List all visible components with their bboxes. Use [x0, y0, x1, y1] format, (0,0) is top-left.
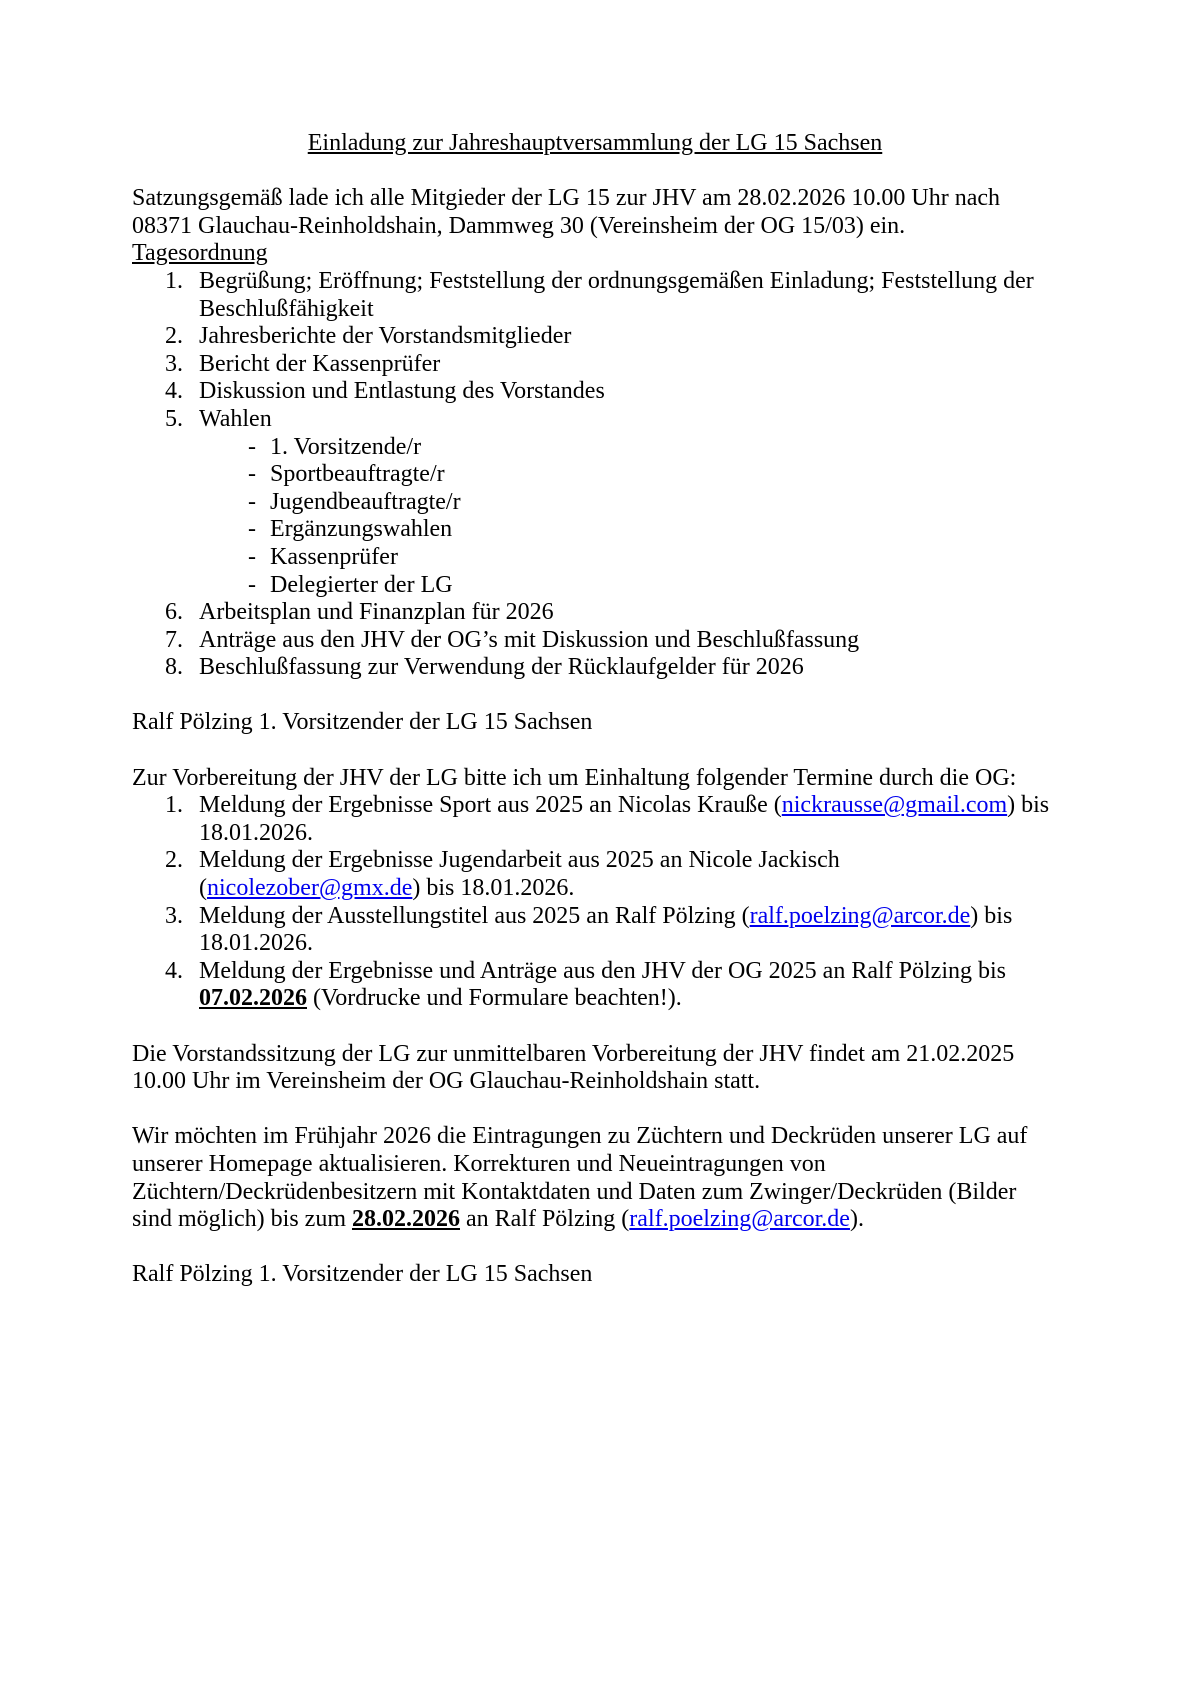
agenda-item-text: Bericht der Kassenprüfer	[199, 350, 441, 377]
spacer	[132, 1096, 1058, 1124]
email-link[interactable]: nickrausse@gmail.com	[781, 792, 1008, 819]
agenda-sublist	[199, 434, 1058, 600]
email-link[interactable]: ralf.poelzing@arcor.de	[749, 902, 971, 929]
deadline-date: 07.02.2026	[199, 985, 307, 1012]
agenda-subitem	[199, 544, 1058, 572]
deadlines-intro: Zur Vorbereitung der JHV der LG bitte ich um Einhaltung folgender Termine durch die OG:	[132, 764, 1017, 791]
agenda-item-text: Jahresberichte der Vorstandsmitglieder	[199, 323, 572, 350]
document-title: Einladung zur Jahreshauptversammlung der LG 15 Sachsen	[307, 130, 883, 156]
signature-line-2: Ralf Pölzing 1. Vorsitzender der LG 15 Sachsen	[132, 1261, 593, 1288]
agenda-item	[132, 599, 1058, 627]
agenda-subitem	[199, 572, 1058, 600]
agenda-item-text: Diskussion und Entlastung des Vorstandes	[199, 378, 605, 405]
agenda-subitem	[199, 434, 1058, 462]
text-run: Meldung der Ausstellungstitel aus 2025 an Ralf Pölzing (	[199, 902, 750, 929]
deadline-item	[132, 903, 1058, 958]
agenda-item-text: Beschlußfassung zur Verwendung der Rücklaufgelder für 2026	[199, 654, 804, 681]
agenda-subitem-text: Ergänzungswahlen	[270, 516, 453, 543]
signature-line-1: Ralf Pölzing 1. Vorsitzender der LG 15 Sachsen	[132, 709, 593, 736]
intro-paragraph: Satzungsgemäß lade ich alle Mitgieder der LG 15 zur JHV am 28.02.2026 10.00 Uhr nach 08371 Glauchau-Reinholdshain, Dammweg 30 (Vereinsheim der OG 15/03) ein.	[132, 185, 1001, 239]
deadline-item	[132, 958, 1058, 1013]
agenda-item-text: Arbeitsplan und Finanzplan für 2026	[199, 599, 554, 626]
agenda-heading: Tagesordnung	[132, 240, 268, 267]
agenda-subitem-text: 1. Vorsitzende/r	[270, 433, 422, 460]
agenda-subitem-text: Kassenprüfer	[270, 543, 398, 570]
agenda-item	[132, 351, 1058, 379]
agenda-item	[132, 323, 1058, 351]
text-run: an Ralf Pölzing (	[459, 1206, 630, 1233]
board-meeting-paragraph: Die Vorstandssitzung der LG zur unmittelbaren Vorbereitung der JHV findet am 21.02.2025 10.00 Uhr im Vereinsheim der OG Glauchau-Reinholdshain statt.	[132, 1040, 1015, 1095]
text-run: ) bis 18.01.2026.	[199, 792, 1050, 846]
text-run: Wir möchten im Frühjahr 2026 die Eintragungen zu Züchtern und Deckrüden unserer LG auf unserer Homepage aktualisieren. Korrekturen und Neueintragungen von Züchtern/Deckrüdenbesitzern mit Kontaktdaten und Daten zum Zwinger/Deckrüden (Bilder sind möglich) bis zum	[132, 1123, 1028, 1233]
text-run: ).	[849, 1206, 864, 1233]
spacer	[132, 737, 1058, 765]
agenda-item-text: Begrüßung; Eröffnung; Feststellung der ordnungsgemäßen Einladung; Feststellung der Beschlußfähigkeit	[199, 267, 1034, 322]
deadline-item	[132, 847, 1058, 902]
agenda-item	[132, 406, 1058, 599]
spacer	[132, 682, 1058, 710]
agenda-subitem	[199, 489, 1058, 517]
agenda-list	[132, 268, 1058, 682]
text-run: Meldung der Ergebnisse und Anträge aus den JHV der OG 2025 an Ralf Pölzing bis	[199, 957, 1006, 984]
text-run: Meldung der Ergebnisse Jugendarbeit aus 2025 an Nicole Jackisch (	[199, 847, 840, 902]
agenda-subitem-text: Delegierter der LG	[270, 571, 453, 598]
email-link[interactable]: nicolezober@gmx.de	[207, 875, 413, 902]
deadline-date: 28.02.2026	[351, 1206, 460, 1233]
agenda-item	[132, 268, 1058, 323]
agenda-subitem	[199, 461, 1058, 489]
agenda-subitem-text: Sportbeauftragte/r	[270, 461, 445, 488]
email-link[interactable]: ralf.poelzing@arcor.de	[629, 1206, 850, 1233]
deadlines-list	[132, 792, 1058, 1013]
agenda-subitem-text: Jugendbeauftragte/r	[270, 488, 461, 515]
agenda-subitem	[199, 516, 1058, 544]
spacer	[132, 1234, 1058, 1262]
deadline-item	[132, 792, 1058, 847]
agenda-item	[132, 378, 1058, 406]
agenda-item-text: Anträge aus den JHV der OG’s mit Diskussion und Beschlußfassung	[199, 626, 860, 653]
text-run: ) bis 18.01.2026.	[199, 902, 1013, 957]
spacer	[132, 158, 1058, 186]
agenda-item-text: Wahlen	[199, 405, 272, 432]
agenda-item	[132, 654, 1058, 682]
agenda-item	[132, 627, 1058, 655]
text-run: (Vordrucke und Formulare beachten!).	[307, 985, 682, 1012]
text-run: Meldung der Ergebnisse Sport aus 2025 an Nicolas Krauße (	[199, 792, 782, 819]
homepage-paragraph	[132, 1123, 1058, 1233]
text-run: ) bis 18.01.2026.	[412, 875, 575, 902]
spacer	[132, 1013, 1058, 1041]
